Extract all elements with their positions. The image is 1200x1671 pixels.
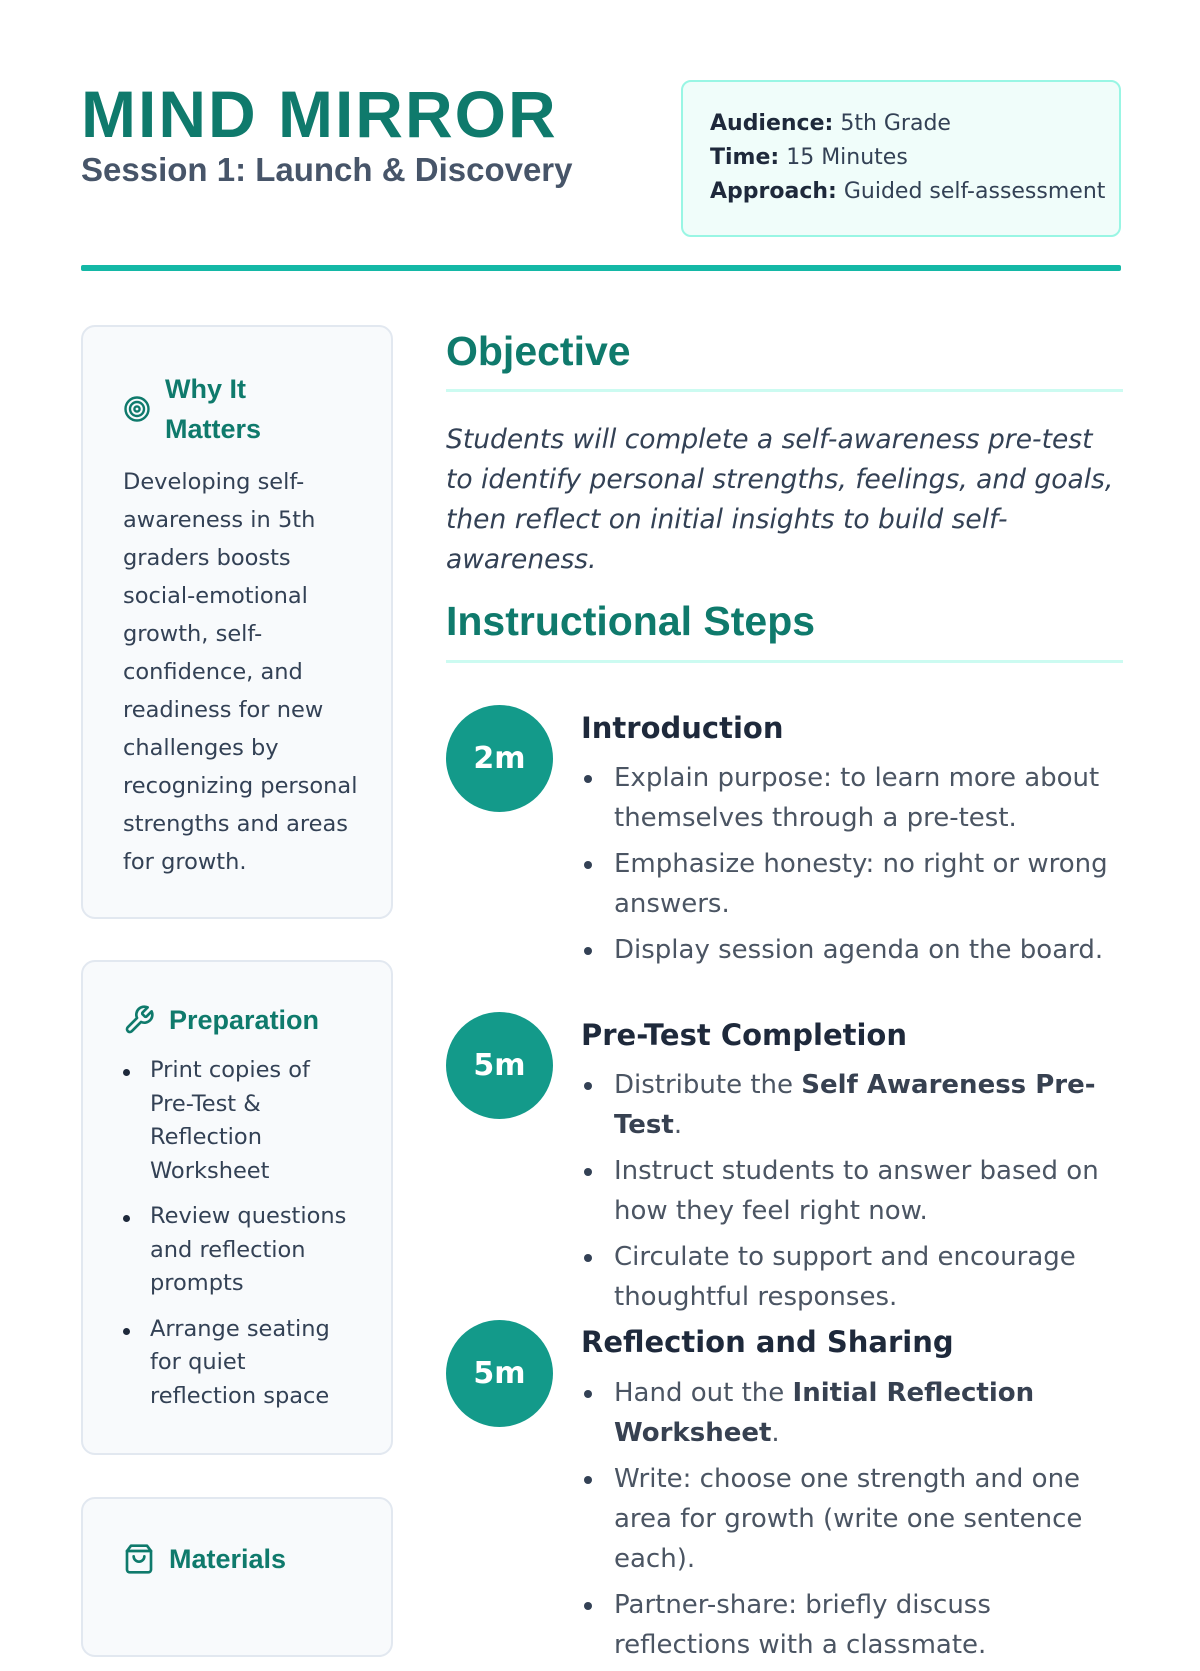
session-info-box (681, 80, 1121, 237)
info-approach (710, 175, 1106, 209)
preparation-item: Print copies of Pre-Test & Reflection Worksheet (123, 1054, 353, 1188)
step-item-text: Emphasize honesty: no right or wrong answers. (614, 849, 1108, 919)
step-item-text: Instruct students to answer based on how they feel right now. (614, 1156, 1099, 1226)
step-title: Reflection and Sharing (581, 1325, 954, 1359)
info-label: Audience: (710, 111, 834, 136)
info-value: 5th Grade (840, 111, 951, 136)
bag-icon (123, 1543, 155, 1575)
step-item-text: Distribute the (614, 1070, 802, 1100)
step-item (581, 1237, 1126, 1317)
step-title: Introduction (581, 711, 784, 745)
step-item (581, 1585, 1126, 1665)
step-item-text: Display session agenda on the board. (614, 935, 1104, 965)
preparation-item: Arrange seating for quiet reflection space (123, 1313, 353, 1414)
page-subtitle: Session 1: Launch & Discovery (81, 151, 573, 188)
preparation-list (123, 1054, 353, 1425)
step-item-text: Explain purpose: to learn more about themselves through a pre-test. (614, 763, 1100, 833)
materials-card (81, 1497, 393, 1657)
info-value: 15 Minutes (786, 145, 908, 170)
info-time (710, 141, 1092, 175)
step-list (581, 758, 1126, 976)
objective-divider (446, 389, 1123, 392)
step-item (581, 1151, 1126, 1231)
info-audience (710, 107, 1092, 141)
info-label: Approach: (710, 179, 837, 204)
step-item (581, 1459, 1126, 1579)
step-list (581, 1373, 1126, 1671)
step-title: Pre-Test Completion (581, 1018, 907, 1052)
step-list (581, 1065, 1126, 1323)
step-item-suffix: . (771, 1418, 780, 1448)
step-item (581, 1373, 1126, 1453)
step-item (581, 930, 1126, 970)
instructional-steps-divider (446, 660, 1123, 663)
step-item (581, 844, 1126, 924)
step-duration-badge: 5m (446, 1320, 553, 1427)
info-label: Time: (710, 145, 780, 170)
page-header (81, 77, 1121, 272)
preparation-title: Preparation (169, 1005, 320, 1035)
why-it-matters-card (81, 325, 393, 919)
step-duration-badge: 2m (446, 705, 553, 812)
step-item-bold: Self Awareness Pre-Test (614, 1070, 1096, 1140)
materials-title: Materials (169, 1544, 287, 1574)
step-item-text: Hand out the (614, 1378, 793, 1408)
step-item-text: Write: choose one strength and one area for growth (write one sentence each). (614, 1464, 1083, 1574)
instructional-steps-heading: Instructional Steps (446, 598, 816, 644)
preparation-card (81, 960, 393, 1455)
materials-header (123, 1539, 286, 1579)
step-duration-badge: 5m (446, 1012, 553, 1119)
step-item (581, 758, 1126, 838)
page-title: MIND MIRROR (81, 77, 558, 151)
step-item (581, 1065, 1126, 1145)
wrench-icon (123, 1004, 155, 1036)
preparation-header (123, 1000, 319, 1040)
info-value: Guided self-assessment (843, 179, 1106, 204)
why-it-matters-header (123, 369, 305, 449)
step-item-text: Circulate to support and encourage thoughtful responses. (614, 1242, 1076, 1312)
objective-heading: Objective (446, 328, 631, 374)
why-it-matters-title: Why It Matters (165, 374, 262, 444)
step-item-bold: Initial Reflection Worksheet (614, 1378, 1035, 1448)
preparation-item: Review questions and reflection prompts (123, 1200, 353, 1301)
objective-text: Students will complete a self-awareness pre-test to identify personal strengths, feelings, and goals, then reflect on initial insights to build self-awareness. (446, 424, 1114, 575)
step-item-suffix: . (673, 1110, 683, 1140)
step-item-text: Partner-share: briefly discuss reflections with a classmate. (614, 1590, 991, 1660)
target-icon (123, 395, 151, 423)
header-divider (81, 265, 1121, 271)
why-it-matters-text: Developing self-awareness in 5th graders boosts social-emotional growth, self-confidence, and readiness for new challenges by recognizing personal strengths and areas for growth. (123, 469, 358, 875)
